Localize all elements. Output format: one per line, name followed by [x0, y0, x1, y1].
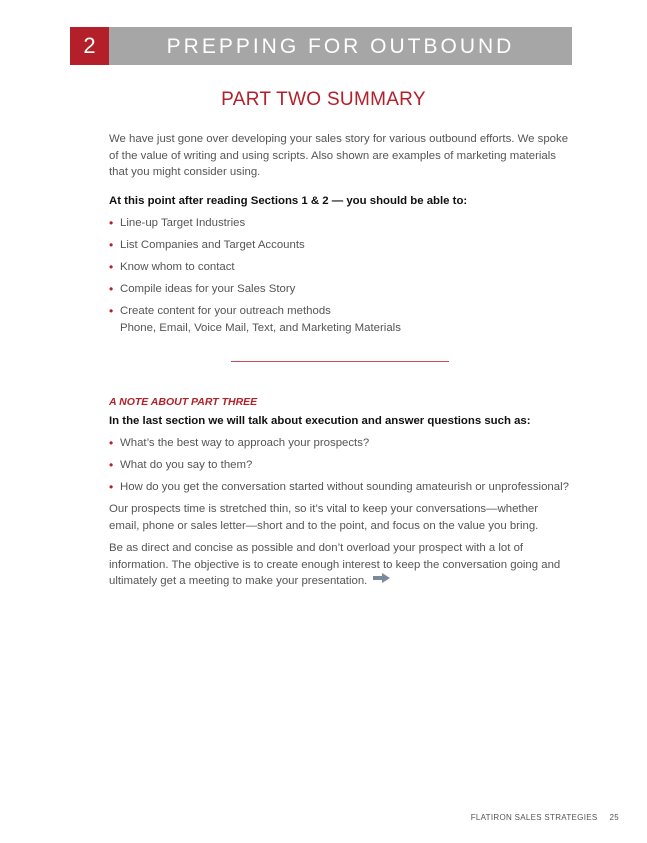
body-paragraph: Our prospects time is stretched thin, so it’s vital to keep your conversations—whether email, phone or sales letter—short and to the point, and focus on the value you bring. — [109, 503, 539, 532]
body-paragraph-text: Be as direct and concise as possible and don’t overload your prospect with a lot of information. The objective is to create enough interest to keep the conversation going and ultimately get a meeting to make your presentation. — [109, 542, 561, 587]
body-paragraph-with-arrow — [109, 540, 569, 590]
list-item-text: Know whom to contact — [120, 261, 235, 273]
footer-brand: FLATIRON SALES STRATEGIES — [470, 813, 598, 822]
bullet-icon: • — [109, 458, 114, 472]
list-item-text: Compile ideas for your Sales Story — [120, 283, 296, 295]
note-lead: In the last section we will talk about execution and answer questions such as: — [109, 414, 531, 427]
intro-paragraph: We have just gone over developing your sales story for various outbound efforts. We spoke of the value of writing and using scripts. Also shown are examples of marketing materials that you might consider using. — [109, 133, 569, 178]
chapter-number: 2 — [70, 27, 109, 65]
list-item-text: How do you get the conversation started without sounding amateurish or unprofessional? — [120, 481, 569, 493]
main-content — [109, 131, 569, 596]
note-title: A NOTE ABOUT PART THREE — [109, 396, 258, 408]
list-item-text: Create content for your outreach methods — [120, 305, 331, 317]
list-item — [109, 435, 569, 452]
question-list — [109, 435, 569, 496]
bullet-icon: • — [109, 282, 114, 296]
section-divider — [231, 361, 449, 362]
bullet-icon: • — [109, 436, 114, 450]
bullet-icon: • — [109, 304, 114, 318]
list-item-subtext: Phone, Email, Voice Mail, Text, and Marketing Materials — [120, 321, 401, 334]
right-arrow-icon — [373, 572, 390, 589]
list-item — [109, 259, 569, 276]
page-title: PART TWO SUMMARY — [221, 89, 426, 110]
list-item — [109, 215, 569, 232]
list-item-text: Line-up Target Industries — [120, 217, 246, 229]
list-item-text: List Companies and Target Accounts — [120, 239, 305, 251]
bullet-icon: • — [109, 480, 114, 494]
checklist-lead: At this point after reading Sections 1 & 2 — you should be able to: — [109, 194, 468, 207]
bullet-icon: • — [109, 216, 114, 230]
list-item — [109, 479, 569, 496]
chapter-title: PREPPING FOR OUTBOUND — [166, 35, 515, 58]
list-item — [109, 303, 569, 336]
bullet-icon: • — [109, 260, 114, 274]
chapter-header — [70, 27, 572, 65]
checklist — [109, 215, 569, 336]
bullet-icon: • — [109, 238, 114, 252]
list-item-text: What do you say to them? — [120, 459, 253, 471]
list-item — [109, 281, 569, 298]
page-footer — [471, 813, 619, 822]
page-number: 25 — [609, 813, 619, 822]
list-item — [109, 457, 569, 474]
list-item — [109, 237, 569, 254]
list-item-text: What’s the best way to approach your prospects? — [120, 437, 370, 449]
